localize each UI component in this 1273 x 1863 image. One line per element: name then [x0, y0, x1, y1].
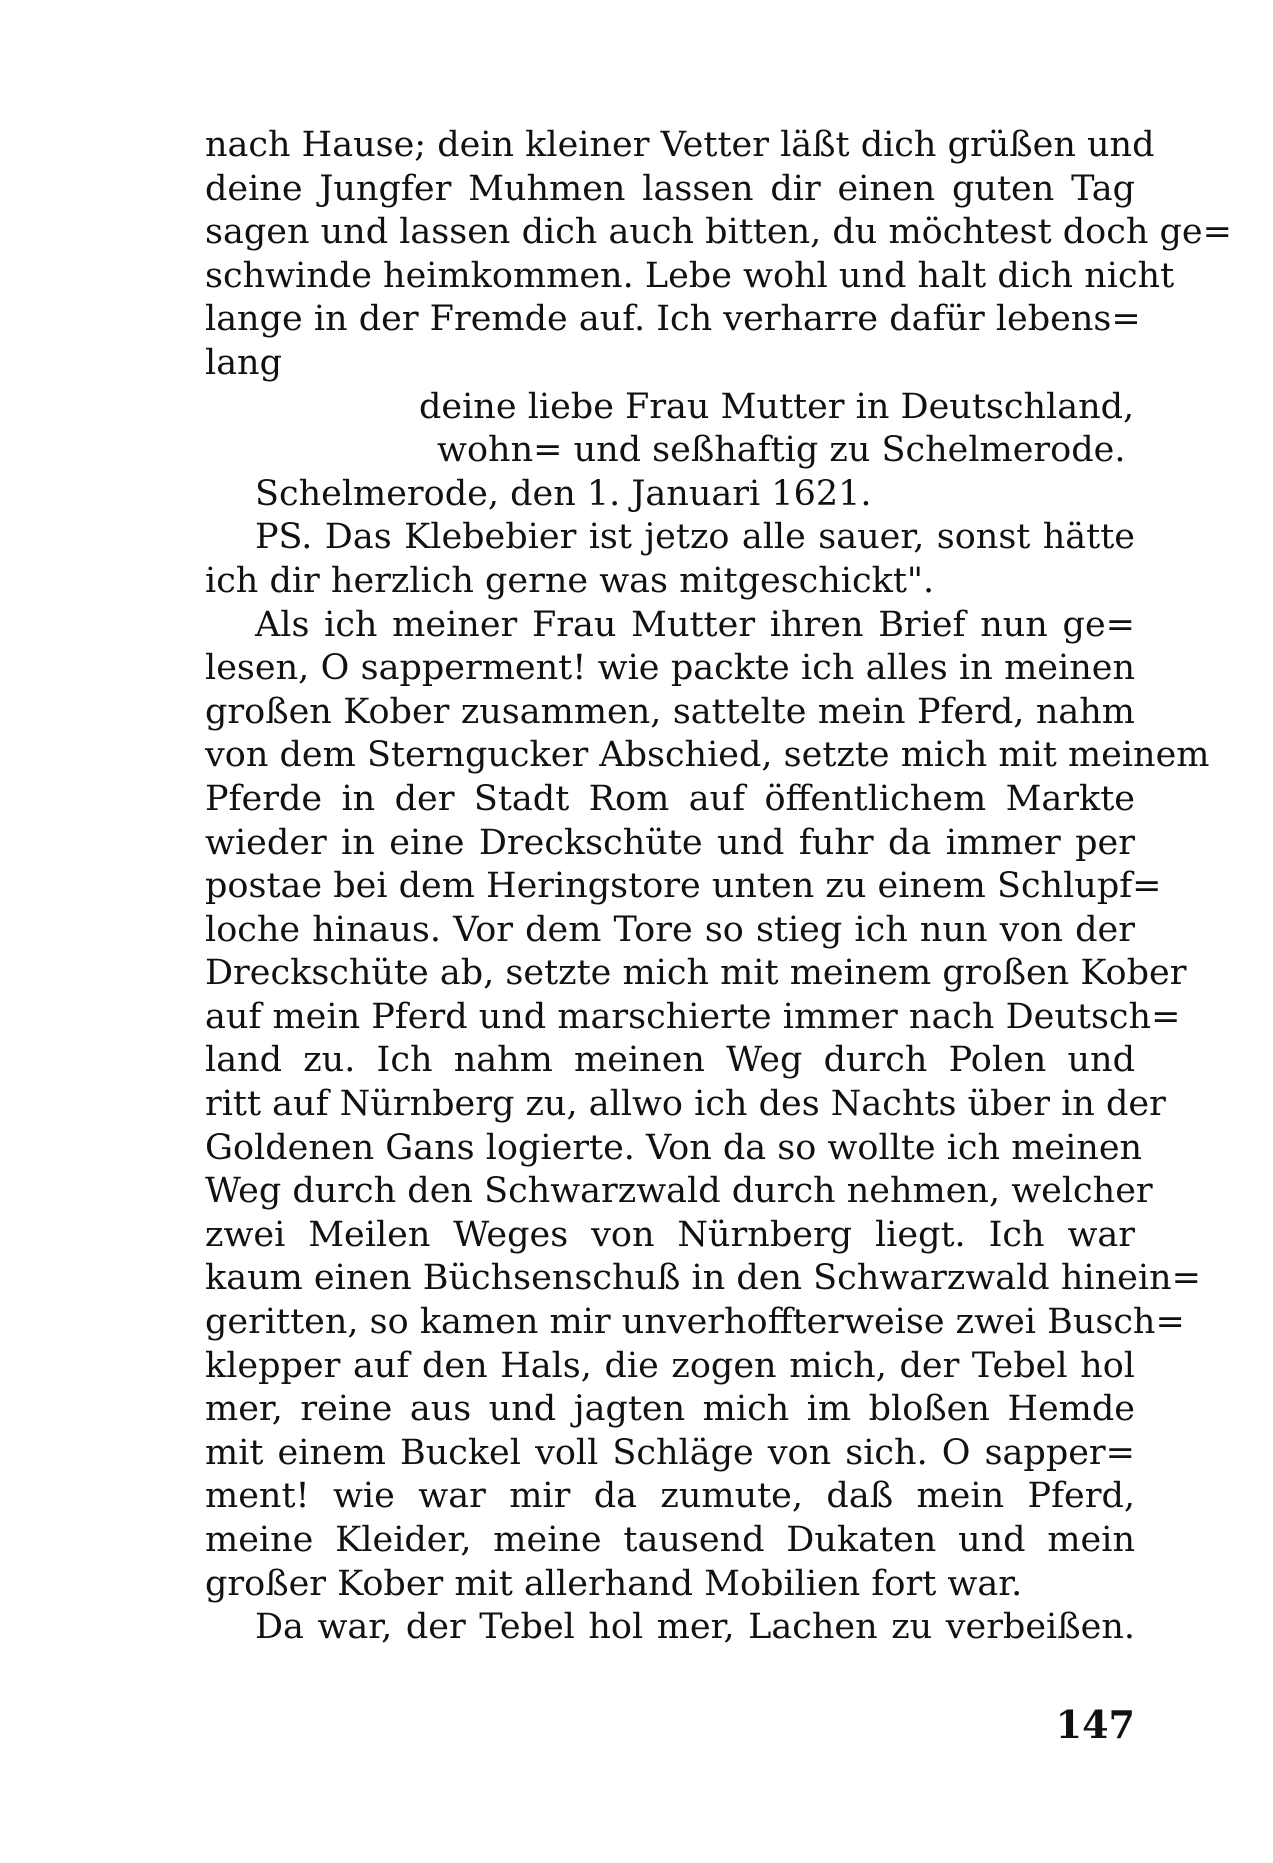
text-line: von dem Sterngucker Abschied, setzte mich mit meinem [205, 735, 1210, 776]
text-line: wieder in eine Dreckschüte und fuhr da immer per [205, 822, 1135, 863]
page-number: 147 [1055, 1702, 1135, 1747]
text-line: land zu. Ich nahm meinen Weg durch Polen und [205, 1040, 1135, 1081]
letter-date: Schelmerode, den 1. Januari 1621. [255, 473, 872, 514]
letter-signature: deine liebe Frau Mutter in Deutschland, [419, 386, 1135, 427]
text-line: postae bei dem Heringstore unten zu einem Schlupf= [205, 866, 1162, 907]
text-line: kaum einen Büchsenschuß in den Schwarzwald hinein= [205, 1258, 1201, 1299]
text-line: zwei Meilen Weges von Nürnberg liegt. Ich war [205, 1214, 1135, 1255]
text-line: mit einem Buckel voll Schläge von sich. O sapper= [205, 1432, 1135, 1473]
letter-signature: wohn= und seßhaftig zu Schelmerode. [437, 430, 1126, 471]
text-line: Da war, der Tebel hol mer, Lachen zu verbeißen. [255, 1607, 1135, 1648]
text-line: Als ich meiner Frau Mutter ihren Brief nun ge= [255, 604, 1135, 645]
text-line: Goldenen Gans logierte. Von da so wollte ich meinen [205, 1127, 1143, 1168]
text-line: nach Hause; dein kleiner Vetter läßt dich grüßen und [205, 125, 1155, 165]
text-line: großen Kober zusammen, sattelte mein Pferd, nahm [205, 691, 1135, 732]
postscript-line: ich dir herzlich gerne was mitgeschickt". [205, 560, 935, 601]
postscript-line: PS. Das Klebebier ist jetzo alle sauer, sonst hätte [255, 517, 1135, 558]
text-line: Weg durch den Schwarzwald durch nehmen, welcher [205, 1171, 1153, 1212]
text-line: ment! wie war mir da zumute, daß mein Pferd, [205, 1476, 1135, 1517]
text-line: großer Kober mit allerhand Mobilien fort war. [205, 1563, 1023, 1604]
text-line: mer, reine aus und jagten mich im bloßen Hemde [205, 1389, 1135, 1430]
text-line: schwinde heimkommen. Lebe wohl und halt dich nicht [205, 255, 1175, 296]
text-line: Pferde in der Stadt Rom auf öffentlichem Markte [205, 778, 1135, 819]
text-line: Dreckschüte ab, setzte mich mit meinem großen Kober [205, 953, 1187, 994]
text-line: auf mein Pferd und marschierte immer nach Deutsch= [205, 996, 1181, 1037]
text-line: klepper auf den Hals, die zogen mich, der Tebel hol [205, 1345, 1135, 1386]
body-text [205, 124, 1232, 1650]
text-line: sagen und lassen dich auch bitten, du möchtest doch ge= [205, 212, 1232, 253]
text-line: lange in der Fremde auf. Ich verharre dafür lebens= [205, 299, 1141, 340]
text-line: lesen, O sapperment! wie packte ich alles in meinen [205, 648, 1135, 689]
text-line: geritten, so kamen mir unverhoffterweise zwei Busch= [205, 1302, 1185, 1343]
text-line: loche hinaus. Vor dem Tore so stieg ich nun von der [205, 909, 1135, 950]
text-line: ritt auf Nürnberg zu, allwo ich des Nachts über in der [205, 1084, 1166, 1125]
text-line: deine Jungfer Muhmen lassen dir einen guten Tag [205, 168, 1135, 209]
text-line: meine Kleider, meine tausend Dukaten und mein [205, 1520, 1135, 1560]
text-line: lang [205, 342, 283, 383]
